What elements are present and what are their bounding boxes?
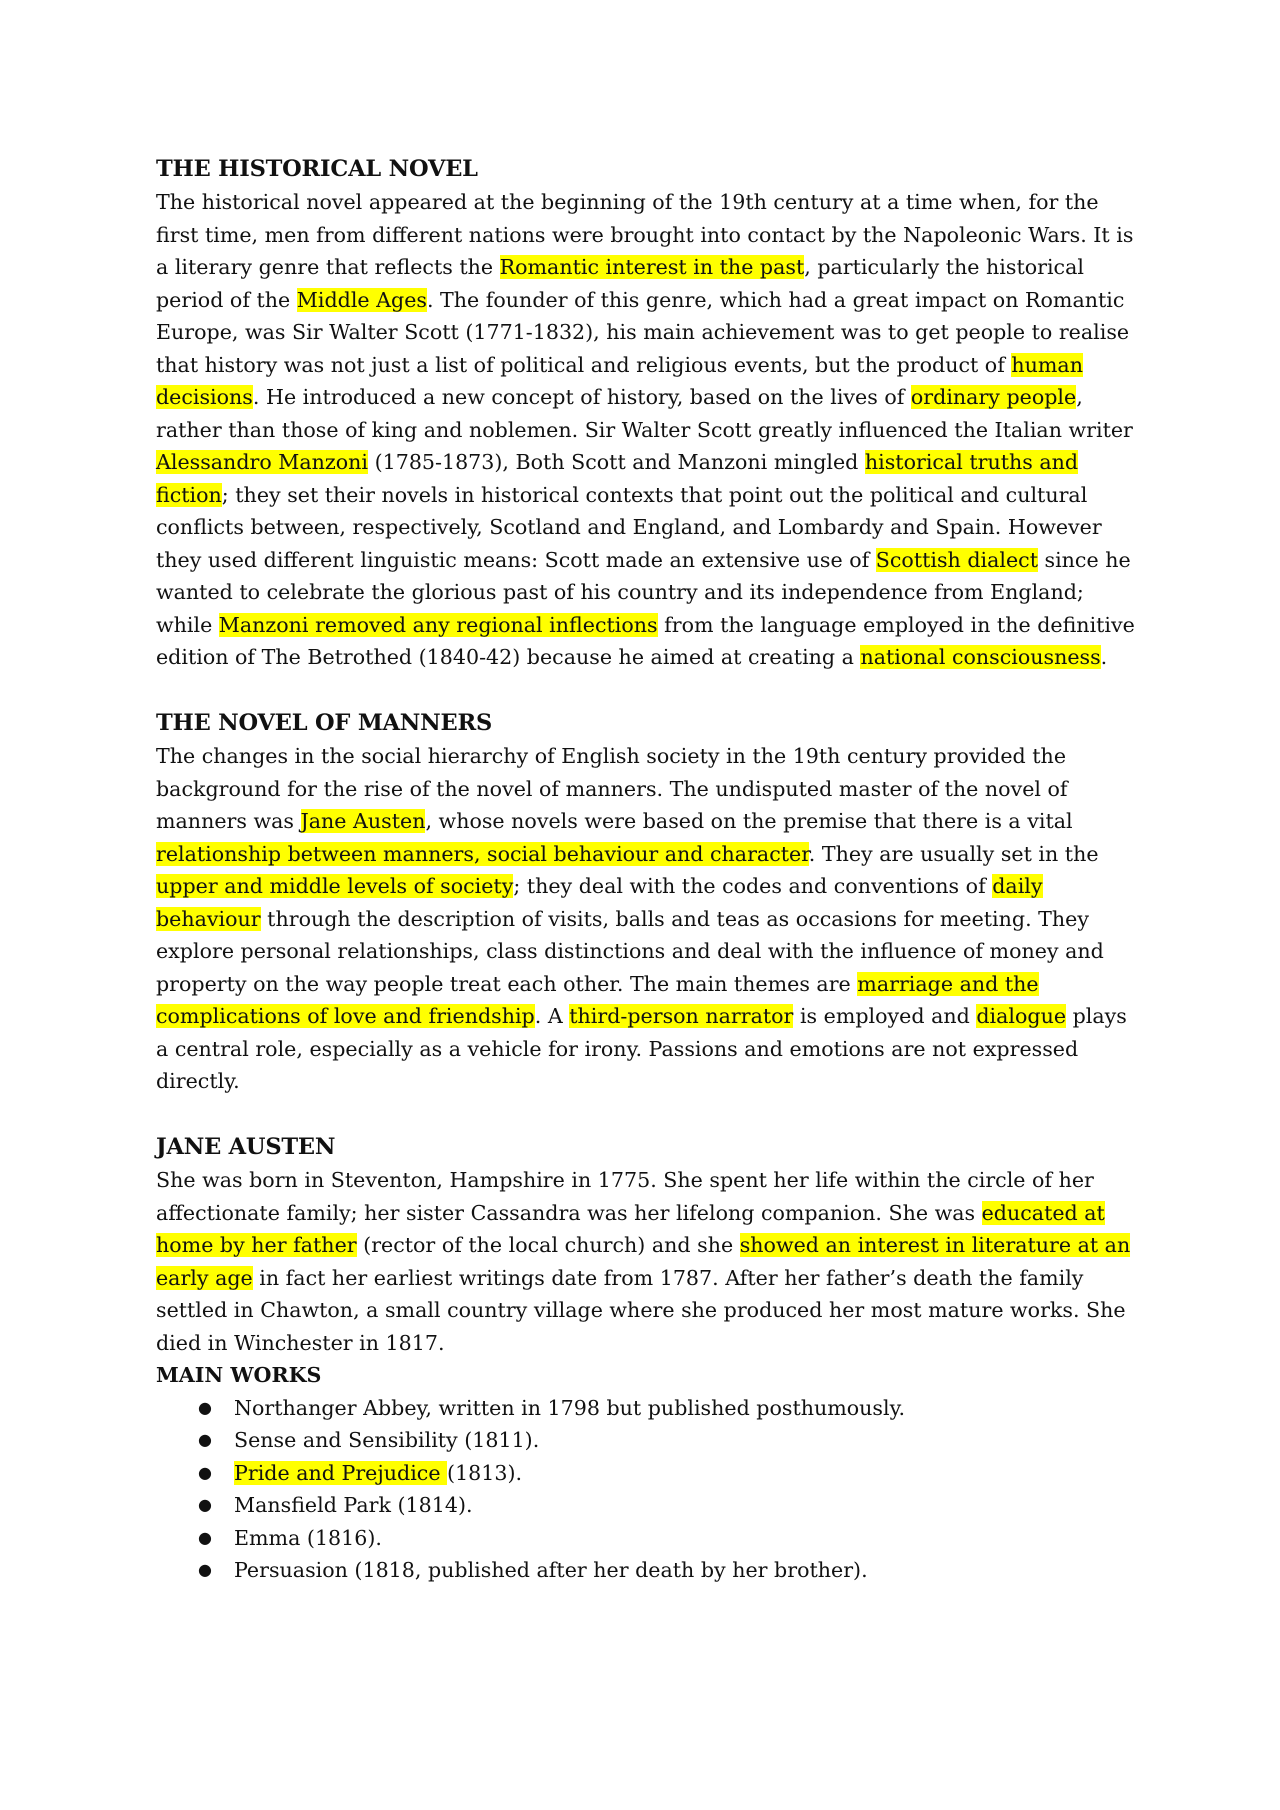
section-heading: THE HISTORICAL NOVEL bbox=[156, 156, 478, 182]
text-run: She was born in Steventon, Hampshire in 1775. She spent her life within the circle of her affectionate family; her sister Cassandra was her lifelong companion. She was bbox=[156, 1168, 1094, 1225]
text-run: , whose novels were based on the premise that there is a vital bbox=[425, 809, 1073, 833]
text-run: through the description of visits, balls and teas as occasions for meeting. They explore personal relationships, class distinctions and deal with the influence of money and property on the way people treat each other. The main themes are bbox=[156, 906, 1104, 996]
bullet-icon: ● bbox=[198, 1430, 212, 1449]
text-run: is employed and bbox=[793, 1004, 977, 1028]
text-run: Sense and Sensibility (1811). bbox=[234, 1428, 540, 1452]
section-paragraph bbox=[156, 186, 1136, 674]
list-item bbox=[156, 1457, 1136, 1490]
highlighted-text: national consciousness bbox=[860, 645, 1101, 669]
text-run: since he wanted to celebrate the glorious past of his country and its independence from England; while bbox=[156, 547, 1131, 637]
highlighted-text: Scottish dialect bbox=[875, 547, 1038, 572]
bullet-icon: ● bbox=[198, 1495, 212, 1514]
main-works-heading: MAIN WORKS bbox=[156, 1363, 322, 1387]
text-run: Mansfield Park (1814). bbox=[234, 1493, 473, 1517]
highlighted-text: ordinary people bbox=[910, 385, 1077, 409]
text-run: Northanger Abbey, written in 1798 but published posthumously. bbox=[234, 1395, 906, 1420]
section-heading: THE NOVEL OF MANNERS bbox=[156, 710, 493, 736]
text-run: , rather than those of king and noblemen. Sir Walter Scott greatly influenced the Italian writer bbox=[156, 385, 1133, 442]
highlighted-text: relationship between manners, social behaviour and character bbox=[156, 841, 809, 866]
list-item bbox=[156, 1554, 1136, 1587]
text-run: Persuasion (1818, published after her death by her brother). bbox=[234, 1558, 868, 1582]
list-item-text bbox=[234, 1558, 868, 1582]
highlighted-text: Jane Austen bbox=[300, 809, 426, 833]
list-item-text bbox=[234, 1526, 382, 1550]
highlighted-text: marriage and the complications of love and friendship bbox=[156, 971, 1039, 1028]
section-jane-austen bbox=[156, 1130, 1136, 1587]
text-run: . bbox=[1100, 645, 1108, 669]
section-historical-novel bbox=[156, 152, 1136, 674]
highlighted-text: historical truths and fiction bbox=[156, 450, 1079, 507]
main-works-list bbox=[156, 1392, 1136, 1587]
text-run: . He introduced a new concept of history, based on the lives of bbox=[252, 385, 911, 409]
text-run: (rector of the local church) and she bbox=[356, 1233, 740, 1257]
section-paragraph bbox=[156, 1164, 1136, 1359]
text-run: plays a central role, especially as a vehicle for irony. Passions and emotions are not expressed directly. bbox=[156, 1004, 1127, 1093]
list-item-text bbox=[234, 1396, 905, 1420]
text-run: , particularly the historical period of the bbox=[156, 255, 1084, 312]
bullet-icon: ● bbox=[198, 1527, 212, 1547]
text-run: (1813). bbox=[447, 1460, 523, 1485]
highlighted-text: educated at home by her father bbox=[156, 1200, 1105, 1257]
text-run: The historical novel appeared at the beginning of the 19th century at a time when, for the first time, men from different nations were brought into contact by the Napoleonic Wars. It is a literary genre that reflects the bbox=[156, 190, 1134, 279]
text-run: . They are usually set in the bbox=[808, 841, 1099, 866]
section-paragraph bbox=[156, 740, 1136, 1098]
text-run: . A bbox=[534, 1004, 570, 1028]
section-novel-of-manners bbox=[156, 706, 1136, 1098]
list-item bbox=[156, 1392, 1136, 1425]
text-run: from the language employed in the definitive edition of The Betrothed (1840-42) because he aimed at creating a bbox=[156, 612, 1135, 669]
text-run: (1785-1873), Both Scott and Manzoni mingled bbox=[368, 450, 865, 474]
text-run: in fact her earliest writings date from 1787. After her father’s death the family settled in Chawton, a small country village where she produced her most mature works. She died in Winchester in 1817. bbox=[156, 1265, 1126, 1355]
text-run: ; they deal with the codes and conventions of bbox=[513, 874, 993, 898]
highlighted-text: Romantic interest in the past bbox=[499, 255, 805, 279]
list-item-text bbox=[234, 1461, 522, 1485]
list-item bbox=[156, 1522, 1136, 1555]
highlighted-text: human decisions bbox=[156, 352, 1083, 409]
highlighted-text: Pride and Prejudice bbox=[234, 1460, 448, 1485]
bullet-icon: ● bbox=[198, 1560, 212, 1579]
highlighted-text: Manzoni removed any regional inflections bbox=[218, 612, 658, 637]
document-page bbox=[156, 152, 1136, 1587]
text-run: Emma (1816). bbox=[234, 1525, 382, 1550]
highlighted-text: dialogue bbox=[976, 1004, 1067, 1028]
highlighted-text: daily behaviour bbox=[156, 874, 1043, 931]
text-run: ; they set their novels in historical contexts that point out the political and cultural conflicts between, respectively, Scotland and England, and Lombardy and Spain. However they used different linguistic means: Scott made an extensive use of bbox=[156, 482, 1102, 572]
list-item-text bbox=[234, 1428, 539, 1452]
highlighted-text: showed an interest in literature at an early age bbox=[156, 1233, 1131, 1290]
text-run: The changes in the social hierarchy of English society in the 19th century provided the background for the rise of the novel of manners. The undisputed master of the novel of manners was bbox=[156, 744, 1068, 833]
highlighted-text: third-person narrator bbox=[569, 1004, 794, 1028]
highlighted-text: Alessandro Manzoni bbox=[156, 450, 369, 474]
bullet-icon: ● bbox=[198, 1462, 212, 1482]
text-run: . The founder of this genre, which had a great impact on Romantic Europe, was Sir Walter Scott (1771-1832), his main achievement was to get people to realise that history was not just a list of political and religious events, but the product of bbox=[156, 287, 1130, 377]
list-item bbox=[156, 1424, 1136, 1457]
highlighted-text: upper and middle levels of society bbox=[156, 874, 514, 898]
list-item-text bbox=[234, 1493, 473, 1517]
section-heading: JANE AUSTEN bbox=[156, 1134, 336, 1160]
highlighted-text: Middle Ages bbox=[296, 287, 427, 312]
list-item bbox=[156, 1489, 1136, 1522]
bullet-icon: ● bbox=[198, 1397, 212, 1417]
